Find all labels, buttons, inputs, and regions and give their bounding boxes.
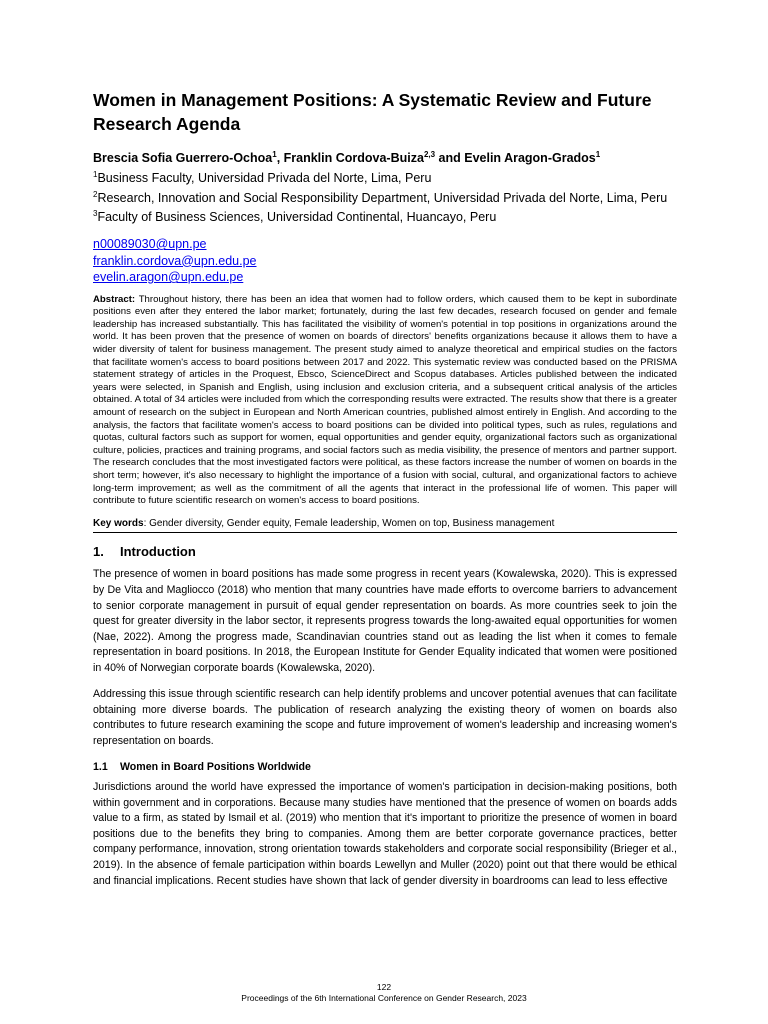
affiliation-list: [93, 167, 677, 226]
subsection-title: Women in Board Positions Worldwide: [120, 761, 311, 774]
abstract-label: Abstract:: [93, 293, 136, 305]
author-affiliation-marker: 1: [272, 150, 277, 159]
section-title: Introduction: [120, 544, 196, 560]
author-name: Franklin Cordova-Buiza: [283, 151, 424, 166]
author-name: Brescia Sofia Guerrero-Ochoa: [93, 151, 273, 166]
affiliation-text: Research, Innovation and Social Responsibility Department, Universidad Privada del Norte, Lima, Peru: [97, 190, 668, 205]
page-number: 122: [376, 982, 392, 992]
affiliation-marker: 3: [93, 209, 98, 219]
conference-footer: Proceedings of the 6th International Conference on Gender Research, 2023: [241, 993, 527, 1003]
abstract: [93, 294, 677, 508]
author-name: Evelin Aragon-Grados: [464, 151, 596, 166]
abstract-text: Throughout history, there has been an idea that women had to follow orders, which caused them to be kept in subordinate positions even after they entered the labor market; fortunately, during the last few decades, research focused on gender and female leadership has increased substantially. This has facilitated the visibility of women's potential in top positions in organizations around the world. It has been proven that the presence of women on boards of directors' benefits organizations because it allows them to have a wider diversity of talent for business management. The present study aimed to analyze theoretical and empirical studies on the factors that facilitate women's access to board positions between 2017 and 2022. This systematic review was conducted based on the PRISMA statement strategy of articles in the Proquest, Ebsco, ScienceDirect and Scopus databases. Articles published between the indicated years were selected, in Spanish and English, using inclusion and exclusion criteria, and a subsequent critical analysis of the articles obtained. A total of 34 articles were included from which the corresponding results were extracted. The results show that there is a greater amount of research on the subject in European and North American countries, published almost entirely in English. And according to the analysis, the factors that facilitate women's access to board positions can be divided into political types, such as rules, regulations and quotas, cultural factors such as support for women, equal opportunities and gender equity, organizational factors such as organizational culture, policies, practices and training programs, and social factors such as media visibility, the presence of mentors and partner support. The research concludes that the most investigated factors were political, as these factors increase the number of women on boards in the short term; however, it's also necessary to highlight the importance of a fusion with social, cultural, and organizational factors to achieve long-term improvement; as well as the commitment of all the agents that interact in the professional life of women. This paper will contribute to future scientific research on women's access to board positions.: [93, 293, 677, 507]
author-affiliation-marker: 1: [595, 150, 601, 159]
affiliation: [93, 187, 677, 207]
affiliation-text: Business Faculty, Universidad Privada del Norte, Lima, Peru: [97, 171, 432, 186]
subsection-heading-women-in-board-positions: [93, 760, 677, 774]
section-heading-introduction: [93, 543, 677, 561]
body-paragraph: Jurisdictions around the world have expressed the importance of women's participation in decision-making positions, both within government and in corporations. Because many studies have mentioned that the presence of women on boards adds value to a firm, as stated by Ismail et al. (2019) who mention that it's important to prioritize the presence of women in board positions due to the benefits they bring to companies. Among them are better corporate governance practices, better company performance, innovation, strong orientation towards stakeholders and corporate social responsibility (Brieger et al., 2019). In the absence of female participation within boards Lewellyn and Muller (2020) point out that there would be ethical and financial implications. Recent studies have shown that lack of gender diversity in boardrooms can lead to less effective: [93, 781, 677, 887]
email-link[interactable]: franklin.cordova@upn.edu.pe: [93, 253, 257, 268]
affiliation-text: Faculty of Business Sciences, Universidad Continental, Huancayo, Peru: [97, 210, 497, 225]
section-number: 1.: [93, 544, 104, 560]
affiliation-marker: 1: [93, 170, 98, 180]
keywords-label: Key words: [93, 518, 144, 530]
affiliation: [93, 167, 677, 187]
author-affiliation-marker: 2,3: [423, 150, 436, 159]
author-list: [93, 146, 677, 167]
paper-title: Women in Management Positions: A Systematic Review and Future Research Agenda: [93, 90, 652, 134]
subsection-number: 1.1: [93, 761, 108, 774]
email-list: [93, 236, 677, 286]
email-link[interactable]: evelin.aragon@upn.edu.pe: [93, 270, 244, 285]
email-link[interactable]: n00089030@upn.pe: [93, 237, 207, 252]
paper-content: [93, 88, 677, 900]
body-paragraph: The presence of women in board positions has made some progress in recent years (Kowalewska, 2020). This is expressed by De Vita and Magliocco (2018) who mention that many countries have made efforts to overcome barriers to advancement to senior corporate management in pursuit of equal gender representation on boards. As more countries seek to join the quest for greater diversity in the labor sector, it represents progress towards the long-awaited equal opportunities for women (Nae, 2022). Among the progress made, Scandinavian countries stand out as leading the list when it comes to female representation in board positions. In 2018, the European Institute for Gender Equality indicated that women were positioned in 40% of Norwegian corporate boards (Kowalewska, 2020).: [93, 568, 677, 674]
keywords: [93, 517, 677, 533]
author-separator: ,: [276, 151, 284, 166]
keywords-text: : Gender diversity, Gender equity, Female leadership, Women on top, Business management: [143, 518, 555, 530]
body-paragraph: Addressing this issue through scientific research can help identify problems and uncover potential avenues that can facilitate obtaining more diverse boards. The publication of research analyzing the existing theory of women on boards also contributes to future research examining the scope and future improvement of women's leadership and increasing women's representation on boards.: [93, 688, 677, 747]
affiliation: [93, 206, 677, 226]
affiliation-marker: 2: [93, 189, 98, 199]
author-separator: and: [435, 151, 465, 166]
